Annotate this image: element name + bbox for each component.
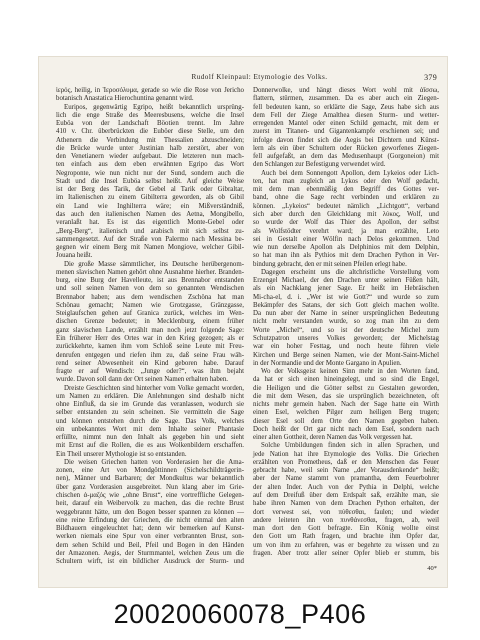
paragraph (56, 104, 244, 261)
text-line: zurückkehrte, kamen ihm vom Schloß seine Leute mit Freu- (56, 343, 244, 351)
text-line: werken niemals eine Spur von einer verbrannten Brust, son- (56, 533, 244, 541)
text-line: den Gott um Rath fragen, und brachte ihm Opfer dar, (253, 533, 439, 541)
text-line: veranlaßt hat. Es ist das eigentlich Monte-Gebel oder (56, 219, 244, 227)
text-line: Kirchen und Berge seinen Namen, wie der Mont-Saint-Michel (253, 351, 439, 359)
paragraph (56, 87, 244, 104)
text-line: Jouana heißt. (56, 252, 93, 260)
text-line: Dagegen erscheint uns die altchristliche Vorstellung vom (261, 268, 439, 276)
text-line: sich aber durch den Gleichklang mit λύκος, Wolf, und (253, 210, 439, 218)
text-line: die Brücke wurde unter Justinian halb zerstört, aber von (56, 144, 244, 152)
text-line: rend seiner Abwesenheit ein Kind geboren habe. Darauf (56, 359, 244, 367)
paragraph (253, 269, 439, 368)
text-line: lern als ein über Schultern oder Rücken geworfenes Ziegen- (253, 144, 439, 152)
paragraph (56, 459, 244, 566)
text-line: wie nun derselbe Apollon als Delphinios mit dem Delphin, (253, 244, 439, 252)
paragraph (253, 170, 439, 269)
text-line: jede Nation hat ihre Etymologie des Volks. Die Griechen (253, 450, 439, 458)
text-line: in der Normandie und der Monte Gargano in Apulien. (253, 359, 402, 367)
running-head-title: Rudolf Kleinpaul: Etymologie des Volks. (191, 73, 328, 81)
text-line: sei in Gestalt einer Wölfin nach Delos gekommen. Und (253, 235, 439, 243)
paragraph (56, 261, 244, 385)
text-line: ein unbekanntes Wort mit dem Inhalte seiner Phantasie (56, 425, 244, 433)
text-line: als Wolfstödter verehrt ward; ja man erzählte, Leto (253, 227, 439, 235)
text-line: auf dem Dreifuß über dem Erdspalt saß, erzählte man, sie (253, 492, 439, 500)
text-line: Wo der Volksgeist keinen Sinn mehr in den Worten fand, (261, 368, 439, 376)
text-line: chischen ἀ-μαζός wie „ohne Brust“, eine vortreffliche Gelegen- (56, 492, 244, 500)
text-line: dieser Esel soll dem Orte den Namen gegeben haben. (253, 417, 439, 425)
text-line: man dort den Gott befragte. Ein König wollte einst (253, 525, 439, 533)
text-line: Doch heißt der Ort gar nicht nach dem Esel, sondern nach (253, 425, 439, 433)
text-line: den Venetianern wieder aufgebaut. Die letzteren nun mach- (56, 153, 244, 161)
text-line: zuerst im Titanen- und Gigantenkampfe erschienen sei; und (253, 128, 439, 136)
text-line: infolge davon findet sich die Aegis bei Dichtern und Künst- (253, 136, 439, 144)
text-line: dern sehen Schild und Beil, Pfeil und Bogen in den Händen (56, 541, 244, 549)
text-line: flattern, stürmen, zusammen. Da es aber auch ein Ziegen- (253, 95, 439, 103)
text-line: botanisch Anastatica Hierochuntina genannt wird. (56, 95, 194, 103)
text-line: Auch bei dem Sonnengott Apollon, dem Lykeios oder Lich- (261, 169, 439, 177)
text-line: und soll seinen Namen von dem so genannten Wendischen (56, 285, 244, 293)
text-line: ten, hat man zugleich an Lykos oder den Wolf gedacht, (253, 177, 439, 185)
text-line: eine reine Erfindung der Griechen, die nicht einmal den alten (56, 516, 244, 524)
text-line: Dreiste Geschichten sind hinterher vom Volke gemacht worden, (64, 384, 244, 392)
text-line: war ein hoher Festtag, und noch heute führen viele (253, 343, 439, 351)
text-line: den Schlangen zur Befestigung verwendet wird. (253, 161, 386, 169)
text-line: andere leiteten ihn von πυνθάνεσθαι, fragen, ab, weil (253, 516, 439, 524)
text-line: Steiglaufschen gehen auf Granica zurück, welches im Wen- (56, 310, 244, 318)
text-line: fragen. Aber trotz aller seiner Opfer blieb er stumm, bis (253, 549, 439, 557)
text-line: als ein Nachklang jener Sage. Er heißt im Hebräischen (253, 285, 439, 293)
text-line: Bekämpfer des Satans, der sich Gott gleich machen wollte. (253, 301, 439, 309)
scanned-page (38, 56, 448, 588)
text-line: einen Esel, welchen Pilger zum heiligen Berg trugen; (253, 409, 439, 417)
text-line: Athenern die Verbindung mit Thessalien abzuschneiden; (56, 136, 244, 144)
text-line: Da nun aber der Name in seiner ursprünglichen Bedeutung (253, 310, 439, 318)
text-line: habe ihren Namen von dem Drachen Python erhalten, der (253, 500, 439, 508)
text-line: Schutzpatron unseres Volkes geworden; der Michelstag (253, 334, 439, 342)
text-line: die Heiligen und die Götter selbst zu Gestalten geworden, (253, 384, 439, 392)
text-line: Bildhauern eingeleuchtet hat; denn wir bemerken auf Kunst- (56, 525, 244, 533)
text-line: 410 v. Chr. überbrückten die Euböer diese Stelle, um den (56, 128, 244, 136)
text-line: Brennabor haben; aus dem wendischen Zschöna hat man (56, 293, 244, 301)
text-line: Euripos, gegenwärtig Egripo, heißt bekanntlich ursprüng- (64, 103, 244, 111)
text-line: Schönau gemacht; Namen wie Grotzgasse, Gränzgasse, (56, 301, 244, 309)
text-line: erzählten von Prometheus, daß er den Menschen das Feuer (253, 458, 439, 466)
text-line: und können entstehen durch die Sage. Das Volk, welches (56, 417, 244, 425)
text-line: Worte „Michel“, und so ist der deutsche Michel zum (253, 326, 439, 334)
text-line: der alten Inder. Auch von der Pythia in Delphi, welche (253, 483, 439, 491)
text-line: dischen Grenze bedeutet; in Mecklenburg, einem früher (56, 318, 244, 326)
text-line: Ein Theil unserer Mythologie ist so entstanden. (56, 450, 187, 458)
paragraph (253, 87, 439, 170)
right-text-column (253, 87, 439, 558)
text-line: ten einfach aus dem eben erwähnten Egripo das Wort (56, 161, 244, 169)
text-line: denrufen entgegen und riefen ihm zu, daß seine Frau wäh- (56, 351, 244, 359)
signature-mark: 40* (427, 565, 437, 572)
text-line: gegnen wir einem Berg mit Namen Mongiove, welcher Gibil- (56, 244, 244, 252)
text-line: gebracht habe, weil sein Name „der Vorausdenkende“ heißt; (253, 467, 439, 475)
text-line: bindung gebracht, den er mit seinen Pfeilen erlegt habe. (253, 260, 407, 268)
text-line: einer alten Gottheit, deren Namen das Volk vergessen hat. (253, 434, 413, 442)
text-line: die mit dem Wesen, das sie ursprünglich bezeichneten, oft (253, 392, 439, 400)
text-line: zonen, eine Art von Mondgöttinnen (Sichelschildträgerin- (56, 467, 244, 475)
text-line: Negroponte, wie nun nicht nur der Sund, sondern auch die (56, 169, 244, 177)
text-line: mit dem man ebenmäßig den Begriff des Gottes ver- (253, 186, 439, 194)
text-line: Die weisen Griechen hatten von Vorderasien her die Ama- (64, 458, 244, 466)
text-line: Stadt und die Insel Euböa selbst heißt. Auf gleiche Weise (56, 177, 244, 185)
text-line: ganz slavischen Lande, erzählt man noch jetzt folgende Sage: (56, 326, 244, 334)
text-line: ein Land wie Inghilterra wäre; ein Mißverständniß, (56, 202, 244, 210)
text-line: sammengesetzt. Auf der Straße von Palermo nach Messina be- (56, 235, 244, 243)
text-line: „Berg-Berg“, italienisch und arabisch mit sich selbst zu- (56, 227, 244, 235)
text-line: mit Ernst auf die Rollen, die es aus Wolkenbildern erschaffen. (56, 442, 244, 450)
paragraph (56, 385, 244, 459)
text-line: Mi-cha-el, d. i. „Wer ist wie Gott?“ und wurde so zum (253, 293, 439, 301)
text-line: nichts mehr gemein haben. Nach der Sage hatte ein Wirth (253, 401, 439, 409)
text-line: Solche Umbildungen finden sich in allen Sprachen, und (261, 442, 439, 450)
text-line: band, ohne die Sage recht verbinden und erklären zu (253, 194, 439, 202)
text-line: weggebrannt hätte, um den Bogen besser spannen zu können — (56, 508, 244, 516)
text-line: fell bedeuten kann, so erklärte die Sage, Zeus habe sich aus (253, 103, 439, 111)
left-text-column (56, 87, 244, 566)
text-line: so wurde der Wolf das Thier des Apollon, der selbst (253, 219, 439, 227)
text-line: menen slavischen Namen gehört ohne Ausnahme hierher. Branden- (56, 268, 244, 276)
text-line: da hat er sich einen hineingelegt, und so sind die Engel, (253, 376, 439, 384)
text-line: heit, darauf ein Weibervolk zu machen, das die rechte Brust (56, 500, 244, 508)
text-line: lich die enge Straße des Meeresbusens, welche die Insel (56, 111, 244, 119)
text-line: ist der Berg des Tarik, der Gebel al Tarik oder Gibraltar, (56, 186, 244, 194)
text-line: nen), Männer und Barbaren; der Mondkultus war bekanntlich (56, 475, 244, 483)
text-line: Ein früherer Herr des Ortes war in den Krieg gezogen; als er (56, 334, 244, 342)
text-line: Erzengel Michael, der den Drachen unter seinen Füßen hält, (253, 277, 439, 285)
text-line: um von ihm zu erfahren, was er begehrte zu wissen und zu (253, 541, 439, 549)
running-head (56, 72, 439, 83)
page-number: 379 (424, 73, 437, 82)
text-line: dort verwest sei, von πύθεσθαι, faulen; und wieder (253, 508, 439, 516)
text-line: im Italienischen zu einem Gibilterra geworden, als ob Gibil (56, 194, 244, 202)
text-line: über ganz Vorderasien ausgebreitet. Nun klang aber im Grie- (56, 483, 244, 491)
text-line: das auch den italienischen Namen des Aetna, Mongibello, (56, 210, 244, 218)
text-line: wurde. Davon soll dann der Ort seinen Namen erhalten haben. (56, 376, 229, 384)
text-line: ohne Einfluß, da sie im Grunde das veranlassen, wodurch sie (56, 401, 244, 409)
text-line: aber der Name stammt von pramantha, dem Feuerbohrer (253, 475, 439, 483)
text-line: fragte er auf Wendisch: „Junge oder?“, was ihm bejaht (56, 368, 244, 376)
text-line: Die große Masse sämmtlicher, ins Deutsche herübergenom- (64, 260, 244, 268)
text-line: der Amazonen. Aegis, der Sturmmantel, welchen Zeus um die (56, 549, 244, 557)
text-line: Euböa von der Landschaft Böotien trennt. Im Jahre (56, 120, 244, 128)
text-line: können. „Lykeios“ bedeutet nämlich „Lichtgott“, verband (253, 202, 439, 210)
text-line: fell aufgefaßt, an dem das Medusenhaupt (Gorgoneion) mit (253, 153, 439, 161)
text-line: dem Fell der Ziege Amalthea diesen Sturm- und wetter- (253, 111, 439, 119)
text-line: selber entstanden zu sein scheinen. Sie vermitteln die Sage (56, 409, 244, 417)
text-line: nicht mehr verstanden wurde, so zog man ihn zu dem (253, 318, 439, 326)
text-line: um Namen zu erklären. Die Anlehnungen sind deshalb nicht (56, 392, 244, 400)
scan-id-label: 20020060078_P406 (113, 599, 367, 629)
text-line: Schultern wirft, ist ein bildlicher Ausdruck der Sturm- und (56, 558, 244, 566)
text-line: ἱερός, heilig, in Ἱεροσόλυμα, gerade so wie die Rose von Jericho (56, 87, 244, 94)
paragraph (253, 368, 439, 442)
text-line: Donnerwolke, und hängt dieses Wort wohl mit ἀΐσσω, (253, 87, 439, 94)
text-line: erfüllte, nimmt nun den Inhalt als gegeben hin und sieht (56, 434, 244, 442)
text-line: so hat man ihn als Pythios mit dem Drachen Python in Ver- (253, 252, 439, 260)
text-line: erregenden Mantel oder einen Schild gemacht, mit dem er (253, 120, 439, 128)
text-line: burg, eine Burg der Havelleute, ist aus Brennabor entstanden (56, 277, 244, 285)
paragraph (253, 442, 439, 558)
